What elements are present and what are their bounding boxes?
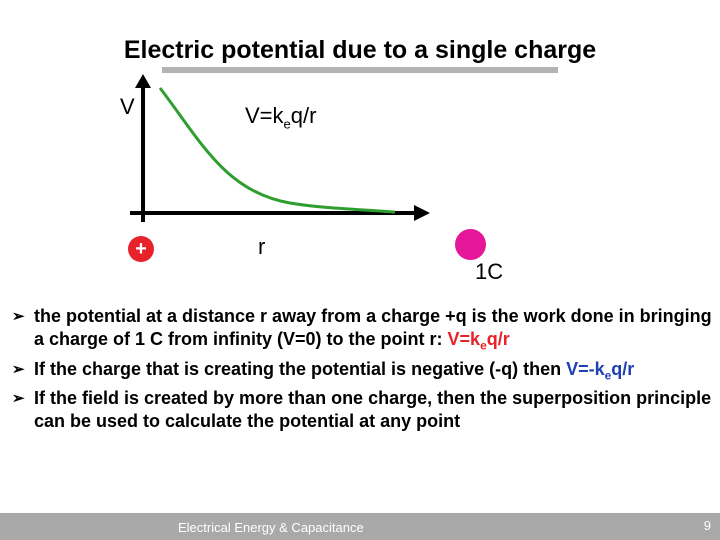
page-number: 9: [703, 518, 711, 533]
bullet-item: [12, 358, 712, 388]
bullet-item: [12, 387, 712, 433]
bullet-highlight: $V=k_eq/r$: [447, 329, 510, 353]
test-charge: [455, 229, 486, 260]
bullet-item: [12, 305, 712, 358]
source-charge: +: [128, 236, 154, 262]
y-axis-arrowhead: [135, 74, 151, 88]
arrow-bullet-icon: ➢: [12, 390, 25, 408]
bullet-text: If the charge that is creating the potential is negative (-q) then: [34, 358, 567, 379]
bullet-text: If the field is created by more than one charge, then the superposition principle can be used to calculate the potential at any point: [34, 388, 712, 432]
formula-subscript: e: [283, 116, 291, 132]
bullet-text: the potential at a distance r away from a charge +q is the work done in bringing a charge of 1 C from infinity (V=0) to the point r:: [34, 306, 712, 349]
x-axis-label: r: [258, 234, 266, 259]
slide-title: Electric potential due to a single charge: [123, 36, 597, 64]
formula-suffix: q/r: [290, 103, 317, 128]
bullet-list: [12, 305, 712, 433]
test-charge-label: 1C: [475, 259, 504, 284]
arrow-bullet-icon: ➢: [12, 308, 25, 325]
footer-title: Electrical Energy & Capacitance: [178, 520, 364, 535]
potential-formula: [245, 103, 316, 131]
x-axis-arrowhead: [414, 205, 430, 221]
bullet-highlight: $V=-k_eq/r$: [566, 358, 635, 383]
arrow-bullet-icon: ➢: [12, 360, 25, 378]
y-axis-label: V: [120, 94, 135, 119]
formula-prefix: V=k: [245, 103, 284, 128]
